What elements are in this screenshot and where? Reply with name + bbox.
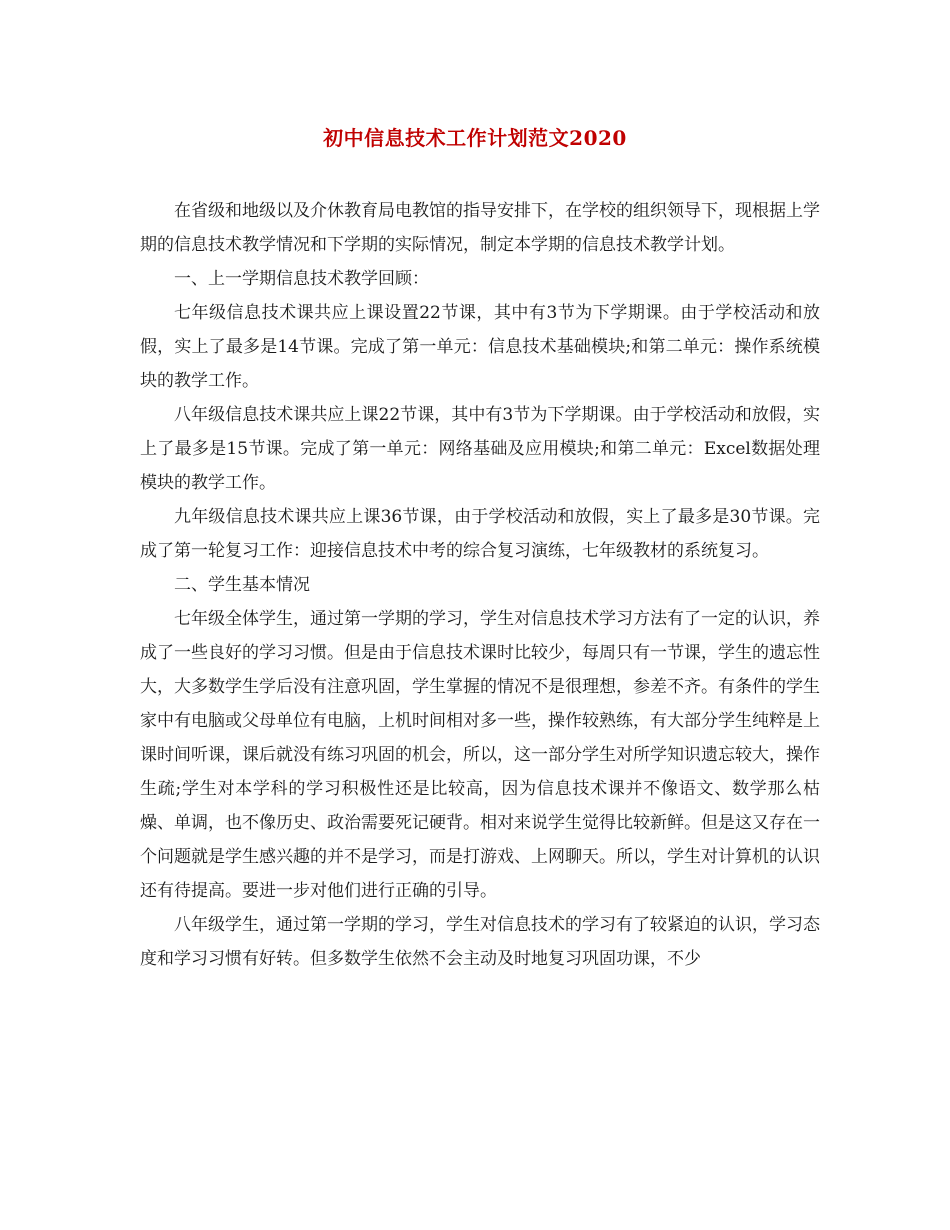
paragraph-intro: 在省级和地级以及介休教育局电教馆的指导安排下，在学校的组织领导下，现根据上学期的信息技术教学情况和下学期的实际情况，制定本学期的信息技术教学计划。 xyxy=(140,201,820,255)
document-body xyxy=(140,194,820,976)
paragraph-grade7-review: 七年级信息技术课共应上课设置22节课，其中有3节为下学期课。由于学校活动和放假，实上了最多是14节课。完成了第一单元：信息技术基础模块;和第二单元：操作系统模块的教学工作。 xyxy=(140,303,820,391)
section-heading-review: 一、上一学期信息技术教学回顾： xyxy=(174,269,429,289)
paragraph-grade7-students: 七年级全体学生，通过第一学期的学习，学生对信息技术学习方法有了一定的认识，养成了一些良好的学习习惯。但是由于信息技术课时比较少，每周只有一节课，学生的遗忘性大，大多数学生学后没有注意巩固，学生掌握的情况不是很理想，参差不齐。有条件的学生家中有电脑或父母单位有电脑，上机时间相对多一些，操作较熟练，有大部分学生纯粹是上课时间听课，课后就没有练习巩固的机会，所以，这一部分学生对所学知识遗忘较大，操作生疏;学生对本学科的学习积极性还是比较高，因为信息技术课并不像语文、数学那么枯燥、单调，也不像历史、政治需要死记硬背。相对来说学生觉得比较新鲜。但是这又存在一个问题就是学生感兴趣的并不是学习，而是打游戏、上网聊天。所以，学生对计算机的认识还有待提高。要进一步对他们进行正确的引导。 xyxy=(140,609,820,901)
paragraph-grade9-review: 九年级信息技术课共应上课36节课，由于学校活动和放假，实上了最多是30节课。完成了第一轮复习工作：迎接信息技术中考的综合复习演练，七年级教材的系统复习。 xyxy=(140,507,820,561)
document-title: 初中信息技术工作计划范文2020 xyxy=(323,126,627,150)
paragraph-grade8-students: 八年级学生，通过第一学期的学习，学生对信息技术的学习有了较紧迫的认识，学习态度和学习习惯有好转。但多数学生依然不会主动及时地复习巩固功课，不少 xyxy=(140,915,820,969)
paragraph-grade8-review: 八年级信息技术课共应上课22节课，其中有3节为下学期课。由于学校活动和放假，实上了最多是15节课。完成了第一单元：网络基础及应用模块;和第二单元：Excel数据处理模块的教学工作。 xyxy=(140,405,820,493)
section-heading-students: 二、学生基本情况 xyxy=(174,575,310,595)
